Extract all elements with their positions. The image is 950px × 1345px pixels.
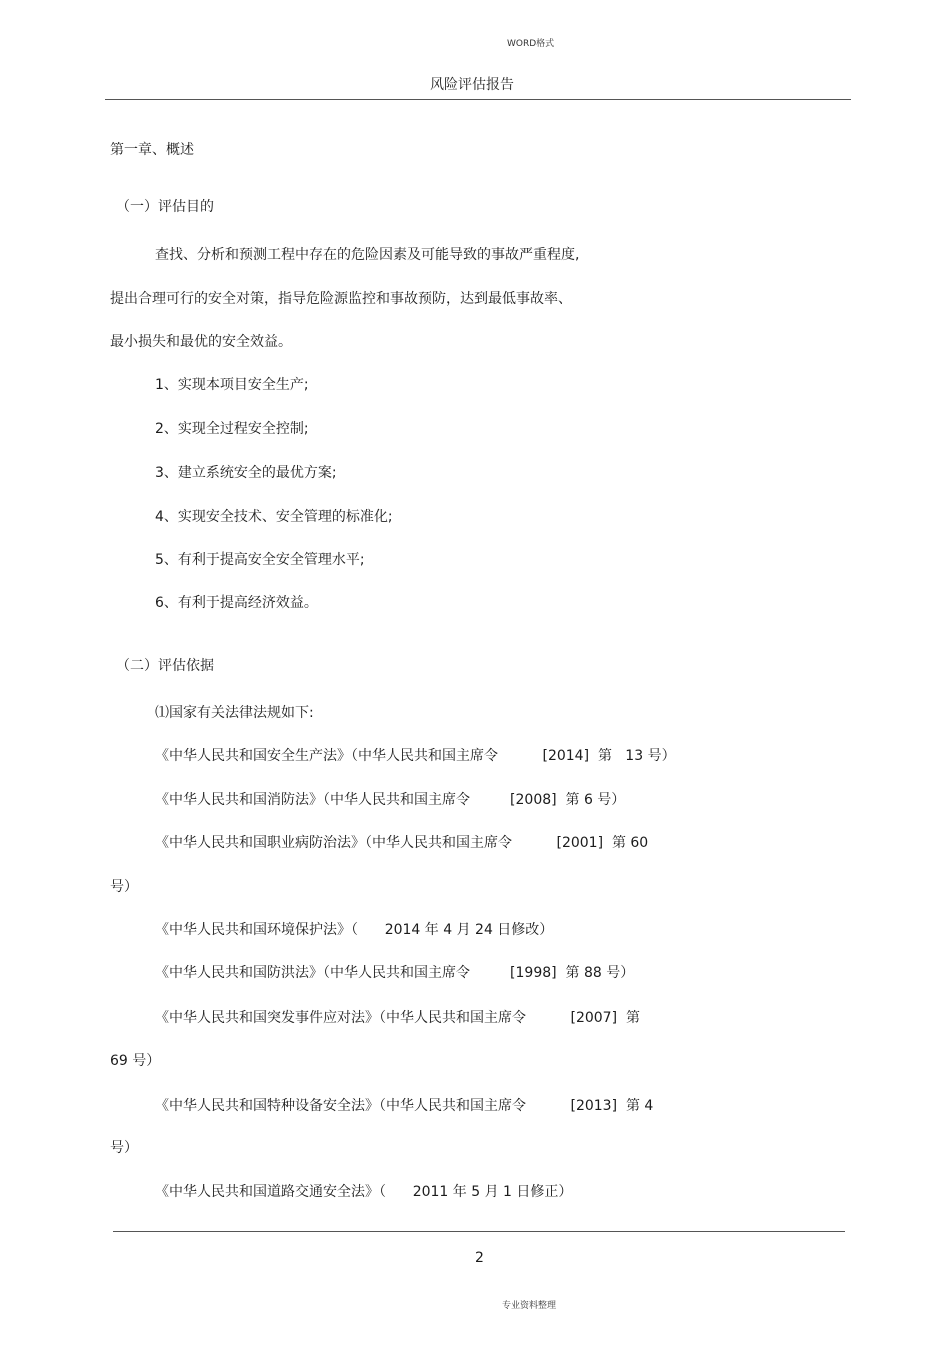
chapter-title: 第一章、概述	[110, 142, 194, 158]
law-item: 《中华人民共和国消防法》（中华人民共和国主席令 [2008] 第 6 号）	[155, 792, 626, 808]
law-item: 《中华人民共和国道路交通安全法》（ 2011 年 5 月 1 日修正）	[155, 1184, 573, 1200]
list-item: 3、建立系统安全的最优方案;	[155, 465, 337, 481]
list-item: 2、实现全过程安全控制;	[155, 421, 309, 437]
law-item-continuation: 号）	[110, 1140, 138, 1156]
law-item-continuation: 69 号）	[110, 1053, 161, 1069]
footer-note: 专业资料整理	[502, 1301, 557, 1311]
section-heading-basis: （二）评估依据	[116, 658, 214, 674]
list-item: 4、实现安全技术、安全管理的标准化;	[155, 509, 393, 525]
list-item: 5、有利于提高安全安全管理水平;	[155, 552, 365, 568]
page-number: 2	[475, 1250, 484, 1266]
list-item: 6、有利于提高经济效益。	[155, 595, 318, 611]
law-item: 《中华人民共和国特种设备安全法》（中华人民共和国主席令 [2013] 第 4	[155, 1098, 654, 1114]
header-rule	[105, 99, 851, 100]
header-note: WORD格式	[507, 39, 555, 49]
law-item: 《中华人民共和国防洪法》（中华人民共和国主席令 [1998] 第 88 号）	[155, 965, 635, 981]
section-heading-purpose: （一）评估目的	[116, 199, 214, 215]
law-item: 《中华人民共和国职业病防治法》（中华人民共和国主席令 [2001] 第 60	[155, 835, 649, 851]
paragraph-line: 提出合理可行的安全对策，指导危险源监控和事故预防，达到最低事故率、	[110, 291, 572, 307]
paragraph-line: 查找、分析和预测工程中存在的危险因素及可能导致的事故严重程度,	[155, 247, 580, 263]
law-item-continuation: 号）	[110, 879, 138, 895]
footer-rule	[113, 1231, 845, 1232]
law-item: 《中华人民共和国安全生产法》（中华人民共和国主席令 [2014] 第 13 号）	[155, 748, 676, 764]
list-item: 1、实现本项目安全生产;	[155, 377, 309, 393]
paragraph-line: 最小损失和最优的安全效益。	[110, 334, 292, 350]
law-item: 《中华人民共和国环境保护法》（ 2014 年 4 月 24 日修改）	[155, 922, 554, 938]
page-header-title: 风险评估报告	[430, 77, 514, 93]
law-item: 《中华人民共和国突发事件应对法》（中华人民共和国主席令 [2007] 第	[155, 1010, 640, 1026]
law-list-intro: ⑴国家有关法律法规如下:	[155, 705, 314, 721]
